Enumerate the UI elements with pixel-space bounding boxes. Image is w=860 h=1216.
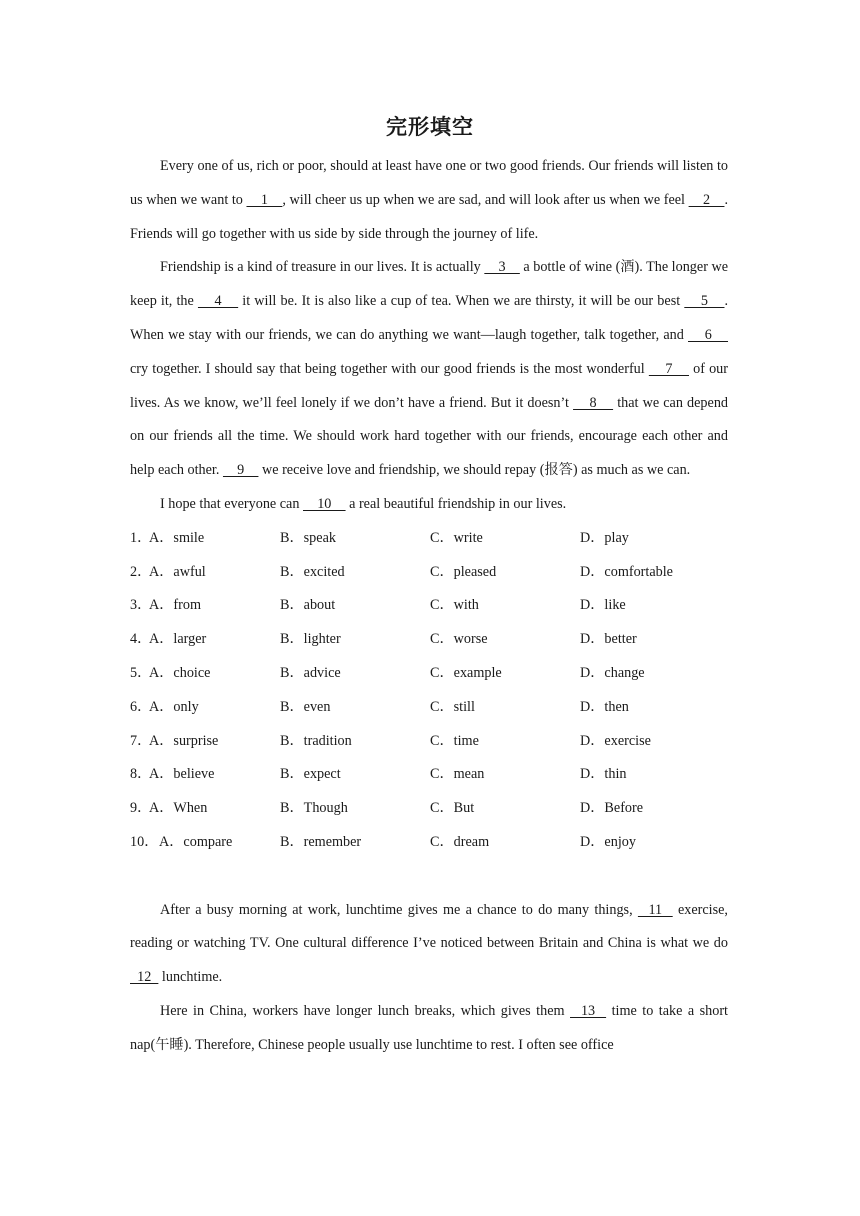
option-d: D．comfortable [580, 563, 673, 580]
question-row: 1． A．smile B．speak C．write D．play [130, 522, 728, 556]
option-b: B．remember [280, 833, 362, 850]
option-c: C．dream [430, 833, 490, 850]
question-row: 2． A．awful B．excited C．pleased D．comfortable [130, 556, 728, 590]
option-a: A．only [149, 698, 199, 715]
blank-5: 5 [684, 293, 725, 310]
blank-3: 3 [484, 259, 520, 276]
option-c: C．pleased [430, 563, 497, 580]
blank-9: 9 [222, 462, 259, 479]
blank-2: 2 [688, 191, 725, 208]
blank-4: 4 [197, 293, 239, 310]
option-c: C．But [430, 800, 475, 817]
page-title: 完形填空 [386, 115, 474, 139]
option-a: A．larger [149, 631, 207, 648]
blank-7: 7 [648, 360, 689, 377]
option-d: D．Before [580, 800, 644, 817]
option-b: B．speak [280, 529, 336, 546]
option-a: A．smile [149, 529, 205, 546]
option-d: D．better [580, 631, 637, 648]
option-c: C．with [430, 597, 479, 614]
option-b: B．about [280, 597, 336, 614]
blank-1: 1 [246, 191, 283, 208]
question-list [130, 522, 728, 860]
option-d: D．like [580, 597, 626, 614]
question-row: 5． A．choice B．advice C．example D．change [130, 657, 728, 691]
option-c: C．mean [430, 766, 485, 783]
option-c: C．still [430, 698, 475, 715]
passage1-paragraph-1: Every one of us, rich or poor, should at least have one or two good friends. Our friends will listen to us when we want to 1 , will cheer us up when we are sad, and will look after us when we feel 2 . Friends will go together with us side by side through the journey of life. [130, 158, 729, 242]
section-gap [130, 860, 728, 894]
question-row: 3． A．from B．about C．with D．like [130, 589, 728, 623]
option-c: C．worse [430, 631, 488, 648]
option-b: B．advice [280, 664, 341, 681]
option-b: B．excited [280, 563, 345, 580]
blank-11: 11 [637, 901, 673, 918]
option-b: B．lighter [280, 631, 341, 648]
blank-12: 12 [130, 969, 159, 986]
option-c: C．example [430, 664, 502, 681]
option-c: C．time [430, 732, 479, 749]
passage1-paragraph-2: Friendship is a kind of treasure in our lives. It is actually 3 a bottle of wine (酒). The longer we keep it, the 4 it will be. It is also like a cup of tea. When we are thirsty, it will be our best 5 . When we stay with our friends, we can do anything we want—laugh together, talk together, and 6 cry together. I should say that being together with our good friends is the most wonderful 7 of our lives. As we know, we’ll feel lonely if we don’t have a friend. But it doesn’t 8 that we can depend on our friends all the time. We should work hard together with our friends, encourage each other and help each other. 9 we receive love and friendship, we should repay (报答) as much as we can. [130, 259, 729, 479]
option-b: B．tradition [280, 732, 352, 749]
option-d: D．play [580, 529, 629, 546]
blank-8: 8 [573, 394, 614, 411]
option-c: C．write [430, 529, 483, 546]
option-a: A．choice [149, 664, 211, 681]
question-row: 7． A．surprise B．tradition C．time D．exercise [130, 725, 728, 759]
question-row: 8． A．believe B．expect C．mean D．thin [130, 758, 728, 792]
option-a: A．surprise [149, 732, 219, 749]
option-b: B．expect [280, 766, 341, 783]
passage2-paragraph-2: Here in China, workers have longer lunch breaks, which gives them 13 time to take a short nap(午睡). Therefore, Chinese people usually use lunchtime to rest. I often see office [130, 1002, 728, 1053]
option-a: A．believe [149, 766, 215, 783]
option-b: B．Though [280, 800, 348, 817]
option-d: D．thin [580, 766, 627, 783]
option-d: D．enjoy [580, 833, 636, 850]
question-row: 10． A．compare B．remember C．dream D．enjoy [130, 826, 728, 860]
document-body [130, 150, 728, 1063]
question-row: 9． A．When B．Though C．But D．Before [130, 792, 728, 826]
blank-6: 6 [688, 326, 729, 343]
option-d: D．then [580, 698, 629, 715]
option-b: B．even [280, 698, 331, 715]
option-a: A．from [149, 597, 202, 614]
option-d: D．exercise [580, 732, 651, 749]
question-row: 4． A．larger B．lighter C．worse D．better [130, 623, 728, 657]
blank-10: 10 [303, 495, 346, 512]
option-a: A．awful [149, 563, 206, 580]
passage1-paragraph-3: I hope that everyone can 10 a real beautiful friendship in our lives. [160, 495, 567, 512]
passage2-paragraph-1: After a busy morning at work, lunchtime gives me a chance to do many things, 11 exercise, reading or watching TV. One cultural difference I’ve noticed between Britain and China is what we do 12 lunchtime. [130, 901, 728, 986]
blank-13: 13 [570, 1002, 607, 1019]
option-d: D．change [580, 664, 645, 681]
question-row: 6． A．only B．even C．still D．then [130, 691, 728, 725]
option-a: A．compare [159, 833, 233, 850]
option-a: A．When [149, 800, 208, 817]
